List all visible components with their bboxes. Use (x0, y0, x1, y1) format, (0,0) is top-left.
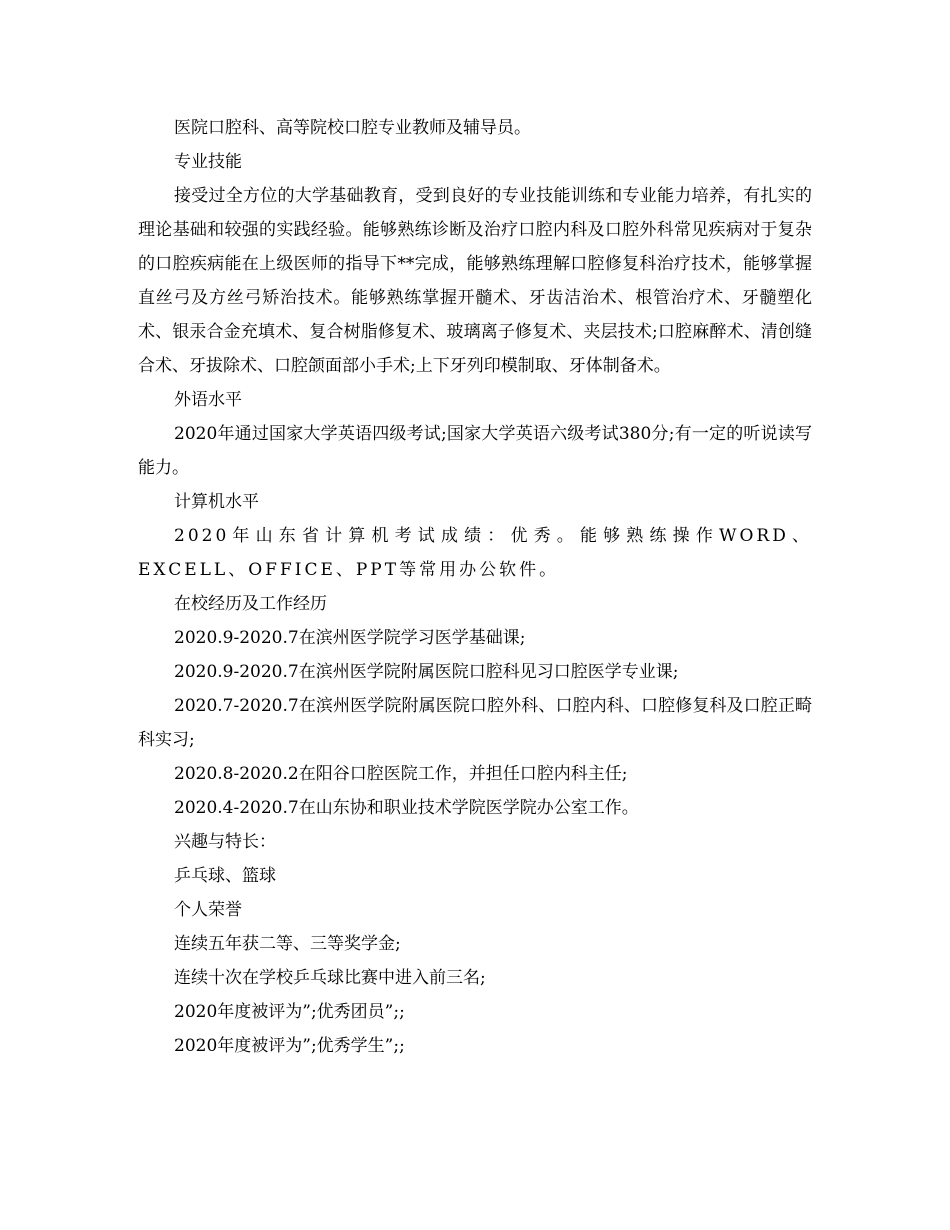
honor-item: 2020年度被评为”;优秀学生”;; (174, 1036, 405, 1056)
paragraph-professional-skills: 接受过全方位的大学基础教育，受到良好的专业技能训练和专业能力培养，有扎实的理论基础和较强的实践经验。能够熟练诊断及治疗口腔内科及口腔外科常见疾病对于复杂的口腔疾病能在上级医师的指导下**完成，能够熟练理解口腔修复科治疗技术，能够掌握直丝弓及方丝弓矫治技术。能够熟练掌握开髓术、牙齿洁治术、根管治疗术、牙髓塑化术、银汞合金充填术、复合树脂修复术、玻璃离子修复术、夹层技术;口腔麻醉术、清创缝合术、牙拔除术、口腔颌面部小手术;上下牙列印模制取、牙体制备术。 (138, 186, 812, 376)
document-body (138, 111, 812, 1063)
heading-professional-skills: 专业技能 (174, 152, 242, 172)
honor-item: 连续十次在学校乒乓球比赛中进入前三名; (174, 968, 486, 988)
paragraph-career-target: 医院口腔科、高等院校口腔专业教师及辅导员。 (174, 118, 531, 138)
heading-computer-skills: 计算机水平 (174, 492, 259, 512)
paragraph-computer-skills: 2020年山东省计算机考试成绩：优秀。能够熟练操作WORD、EXCELL、OFFICE、PPT等常用办公软件。 (138, 526, 812, 580)
heading-honors: 个人荣誉 (174, 900, 242, 920)
honor-item: 连续五年获二等、三等奖学金; (174, 934, 401, 954)
heading-interests: 兴趣与特长： (174, 832, 276, 852)
honor-item: 2020年度被评为”;优秀团员”;; (174, 1002, 405, 1022)
heading-foreign-language: 外语水平 (174, 390, 242, 410)
experience-item: 2020.9-2020.7在滨州医学院附属医院口腔科见习口腔医学专业课; (174, 662, 679, 682)
experience-item: 2020.9-2020.7在滨州医学院学习医学基础课; (174, 628, 526, 648)
paragraph-interests: 乒乓球、篮球 (174, 866, 276, 886)
experience-item: 2020.4-2020.7在山东协和职业技术学院医学院办公室工作。 (174, 798, 639, 818)
heading-experience: 在校经历及工作经历 (174, 594, 327, 614)
experience-item: 2020.8-2020.2在阳谷口腔医院工作，并担任口腔内科主任; (174, 764, 628, 784)
paragraph-foreign-language: 2020年通过国家大学英语四级考试;国家大学英语六级考试380分;有一定的听说读写能力。 (138, 424, 812, 478)
experience-item: 2020.7-2020.7在滨州医学院附属医院口腔外科、口腔内科、口腔修复科及口腔正畸科实习; (138, 696, 812, 750)
